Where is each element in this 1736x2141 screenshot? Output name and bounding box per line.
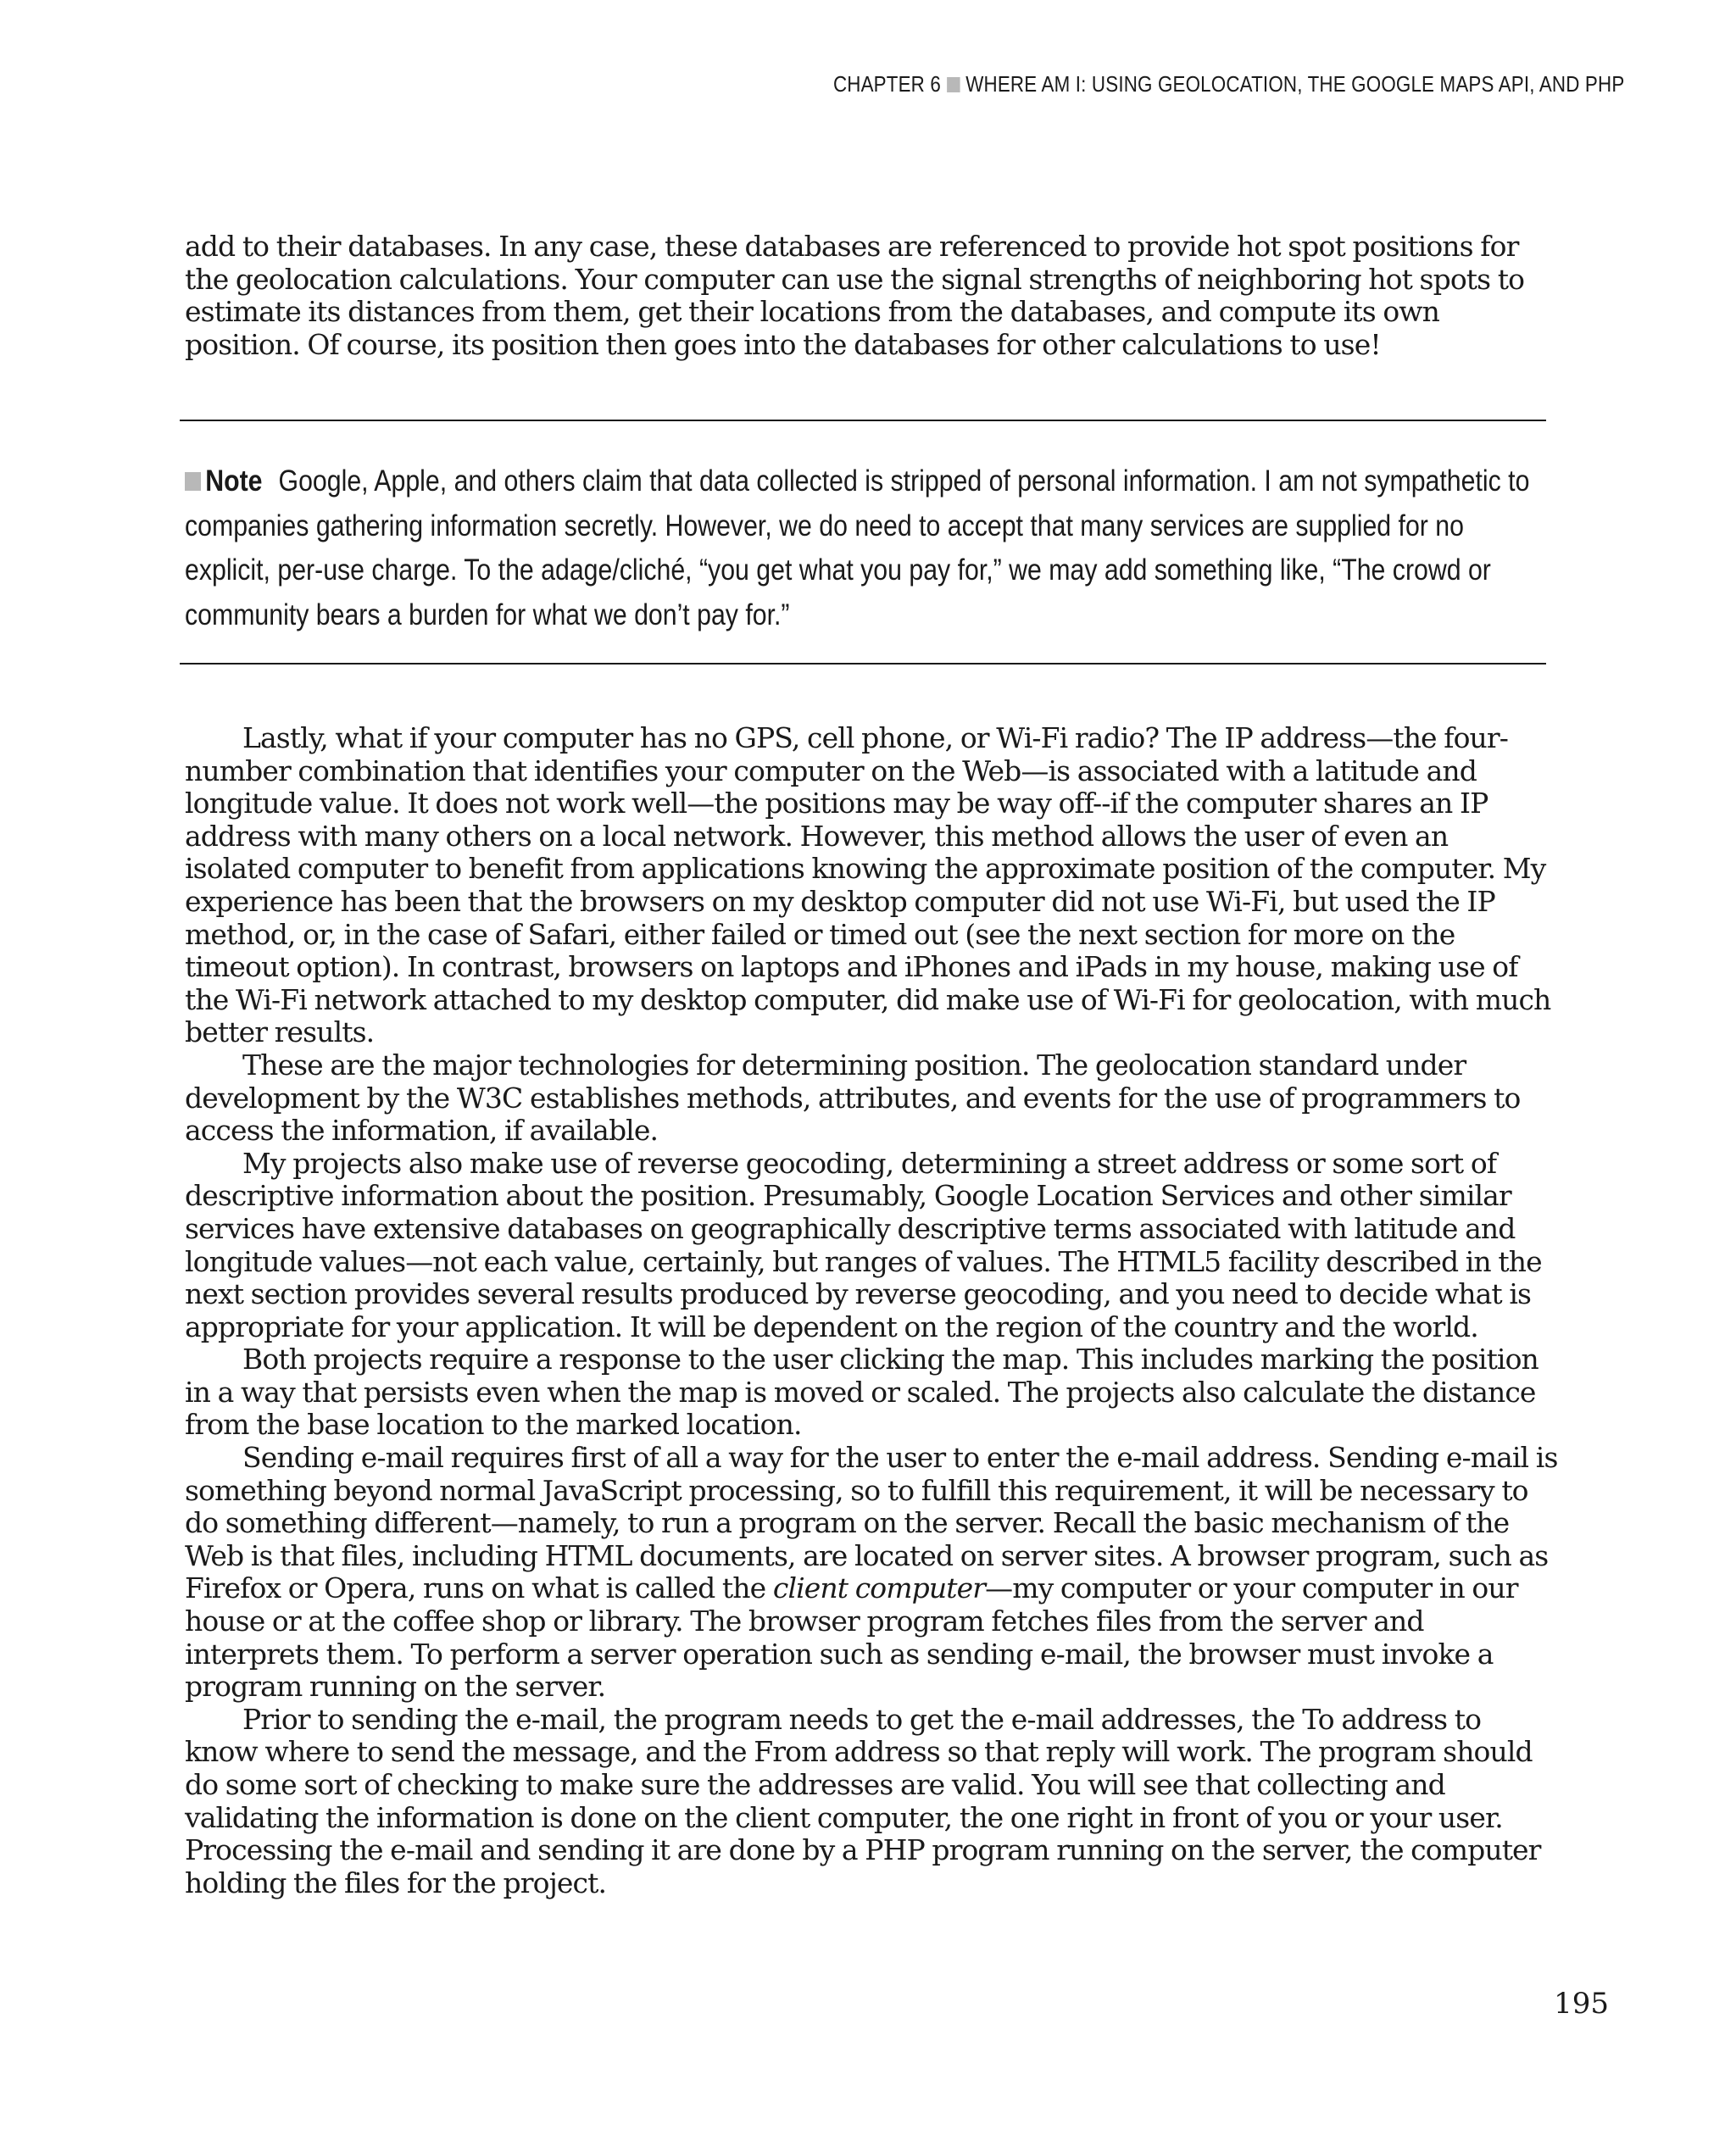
running-head	[833, 71, 1624, 97]
note-bottom-rule	[180, 663, 1546, 665]
chapter-title: WHERE AM I: USING GEOLOCATION, THE GOOGLE MAPS API, AND PHP	[965, 71, 1624, 97]
note-top-rule	[180, 420, 1546, 421]
paragraph: Lastly, what if your computer has no GPS, cell phone, or Wi-Fi radio? The IP address—the four-number combination that identifies your computer on the Web—is associated with a latitude and longitude value. It does not work well—the positions may be way off--if the computer shares an IP address with many others on a local network. However, this method allows the user of even an isolated computer to benefit from applications knowing the approximate position of the computer. My experience has been that the browsers on my desktop computer did not use Wi-Fi, but used the IP method, or, in the case of Safari, either failed or timed out (see the next section for more on the timeout option). In contrast, browsers on laptops and iPhones and iPads in my house, making use of the Wi-Fi network attached to my desktop computer, did make use of Wi-Fi for geolocation, with much better results.	[185, 721, 1551, 1049]
paragraph: These are the major technologies for determining position. The geolocation standard under development by the W3C establishes methods, attributes, and events for the use of programmers to access the information, if available.	[185, 1048, 1521, 1148]
paragraph	[185, 1442, 1558, 1704]
note-text: Google, Apple, and others claim that data collected is stripped of personal information. I am not sympathetic to companies gathering information secretly. However, we do need to accept that many services are supplied for no explicit, per-use charge. To the adage/cliché, “you get what you pay for,” we may add something like, “The crowd or community bears a burden for what we don’t pay for.”	[185, 464, 1530, 631]
square-bullet-icon	[185, 472, 201, 491]
page-number: 195	[1554, 1987, 1609, 2021]
note-box	[185, 459, 1549, 637]
paragraph-text: —my computer or your computer in our house or at the coffee shop or library. The browser program fetches files from the server and interprets them. To perform a server operation such as sending e-mail, the browser must invoke a program running on the server.	[185, 1571, 1518, 1704]
chapter-number: CHAPTER 6	[832, 71, 941, 97]
italic-term: client computer	[772, 1571, 986, 1605]
note-label: Note	[205, 464, 263, 498]
paragraph: Both projects require a response to the user clicking the map. This includes marking the position in a way that persists even when the map is moved or scaled. The projects also calculate the distance from the base location to the marked location.	[185, 1343, 1538, 1442]
paragraph: add to their databases. In any case, these databases are referenced to provide hot spot positions for the geolocation calculations. Your computer can use the signal strengths of neighboring hot spots to estimate its distances from them, get their locations from the databases, and compute its own position. Of course, its position then goes into the databases for other calculations to use!	[185, 230, 1525, 361]
paragraph-text: Sending e-mail requires first of all a way for the user to enter the e-mail address. Sending e-mail is something beyond normal JavaScript processing, so to fulfill this requirement, it will be necessary to do something different—namely, to run a program on the server. Recall the basic mechanism of the Web is that files, including HTML documents, are located on server sites. A browser program, such as Firefox or Opera, runs on what is called the	[185, 1441, 1558, 1605]
paragraph: Prior to sending the e-mail, the program needs to get the e-mail addresses, the To address to know where to send the message, and the From address so that reply will work. The program should do some sort of checking to make sure the addresses are valid. You will see that collecting and validating the information is done on the client computer, the one right in front of you or your user. Processing the e-mail and sending it are done by a PHP program running on the server, the computer holding the files for the project.	[185, 1702, 1541, 1899]
body-text-top	[185, 231, 1558, 361]
square-bullet-icon	[946, 77, 959, 92]
body-text-main	[185, 722, 1558, 1899]
paragraph: My projects also make use of reverse geocoding, determining a street address or some sort of descriptive information about the position. Presumably, Google Location Services and other similar services have extensive databases on geographically descriptive terms associated with latitude and longitude values—not each value, certainly, but ranges of values. The HTML5 facility described in the next section provides several results produced by reverse geocoding, and you need to decide what is appropriate for your application. It will be dependent on the region of the country and the world.	[185, 1146, 1542, 1343]
